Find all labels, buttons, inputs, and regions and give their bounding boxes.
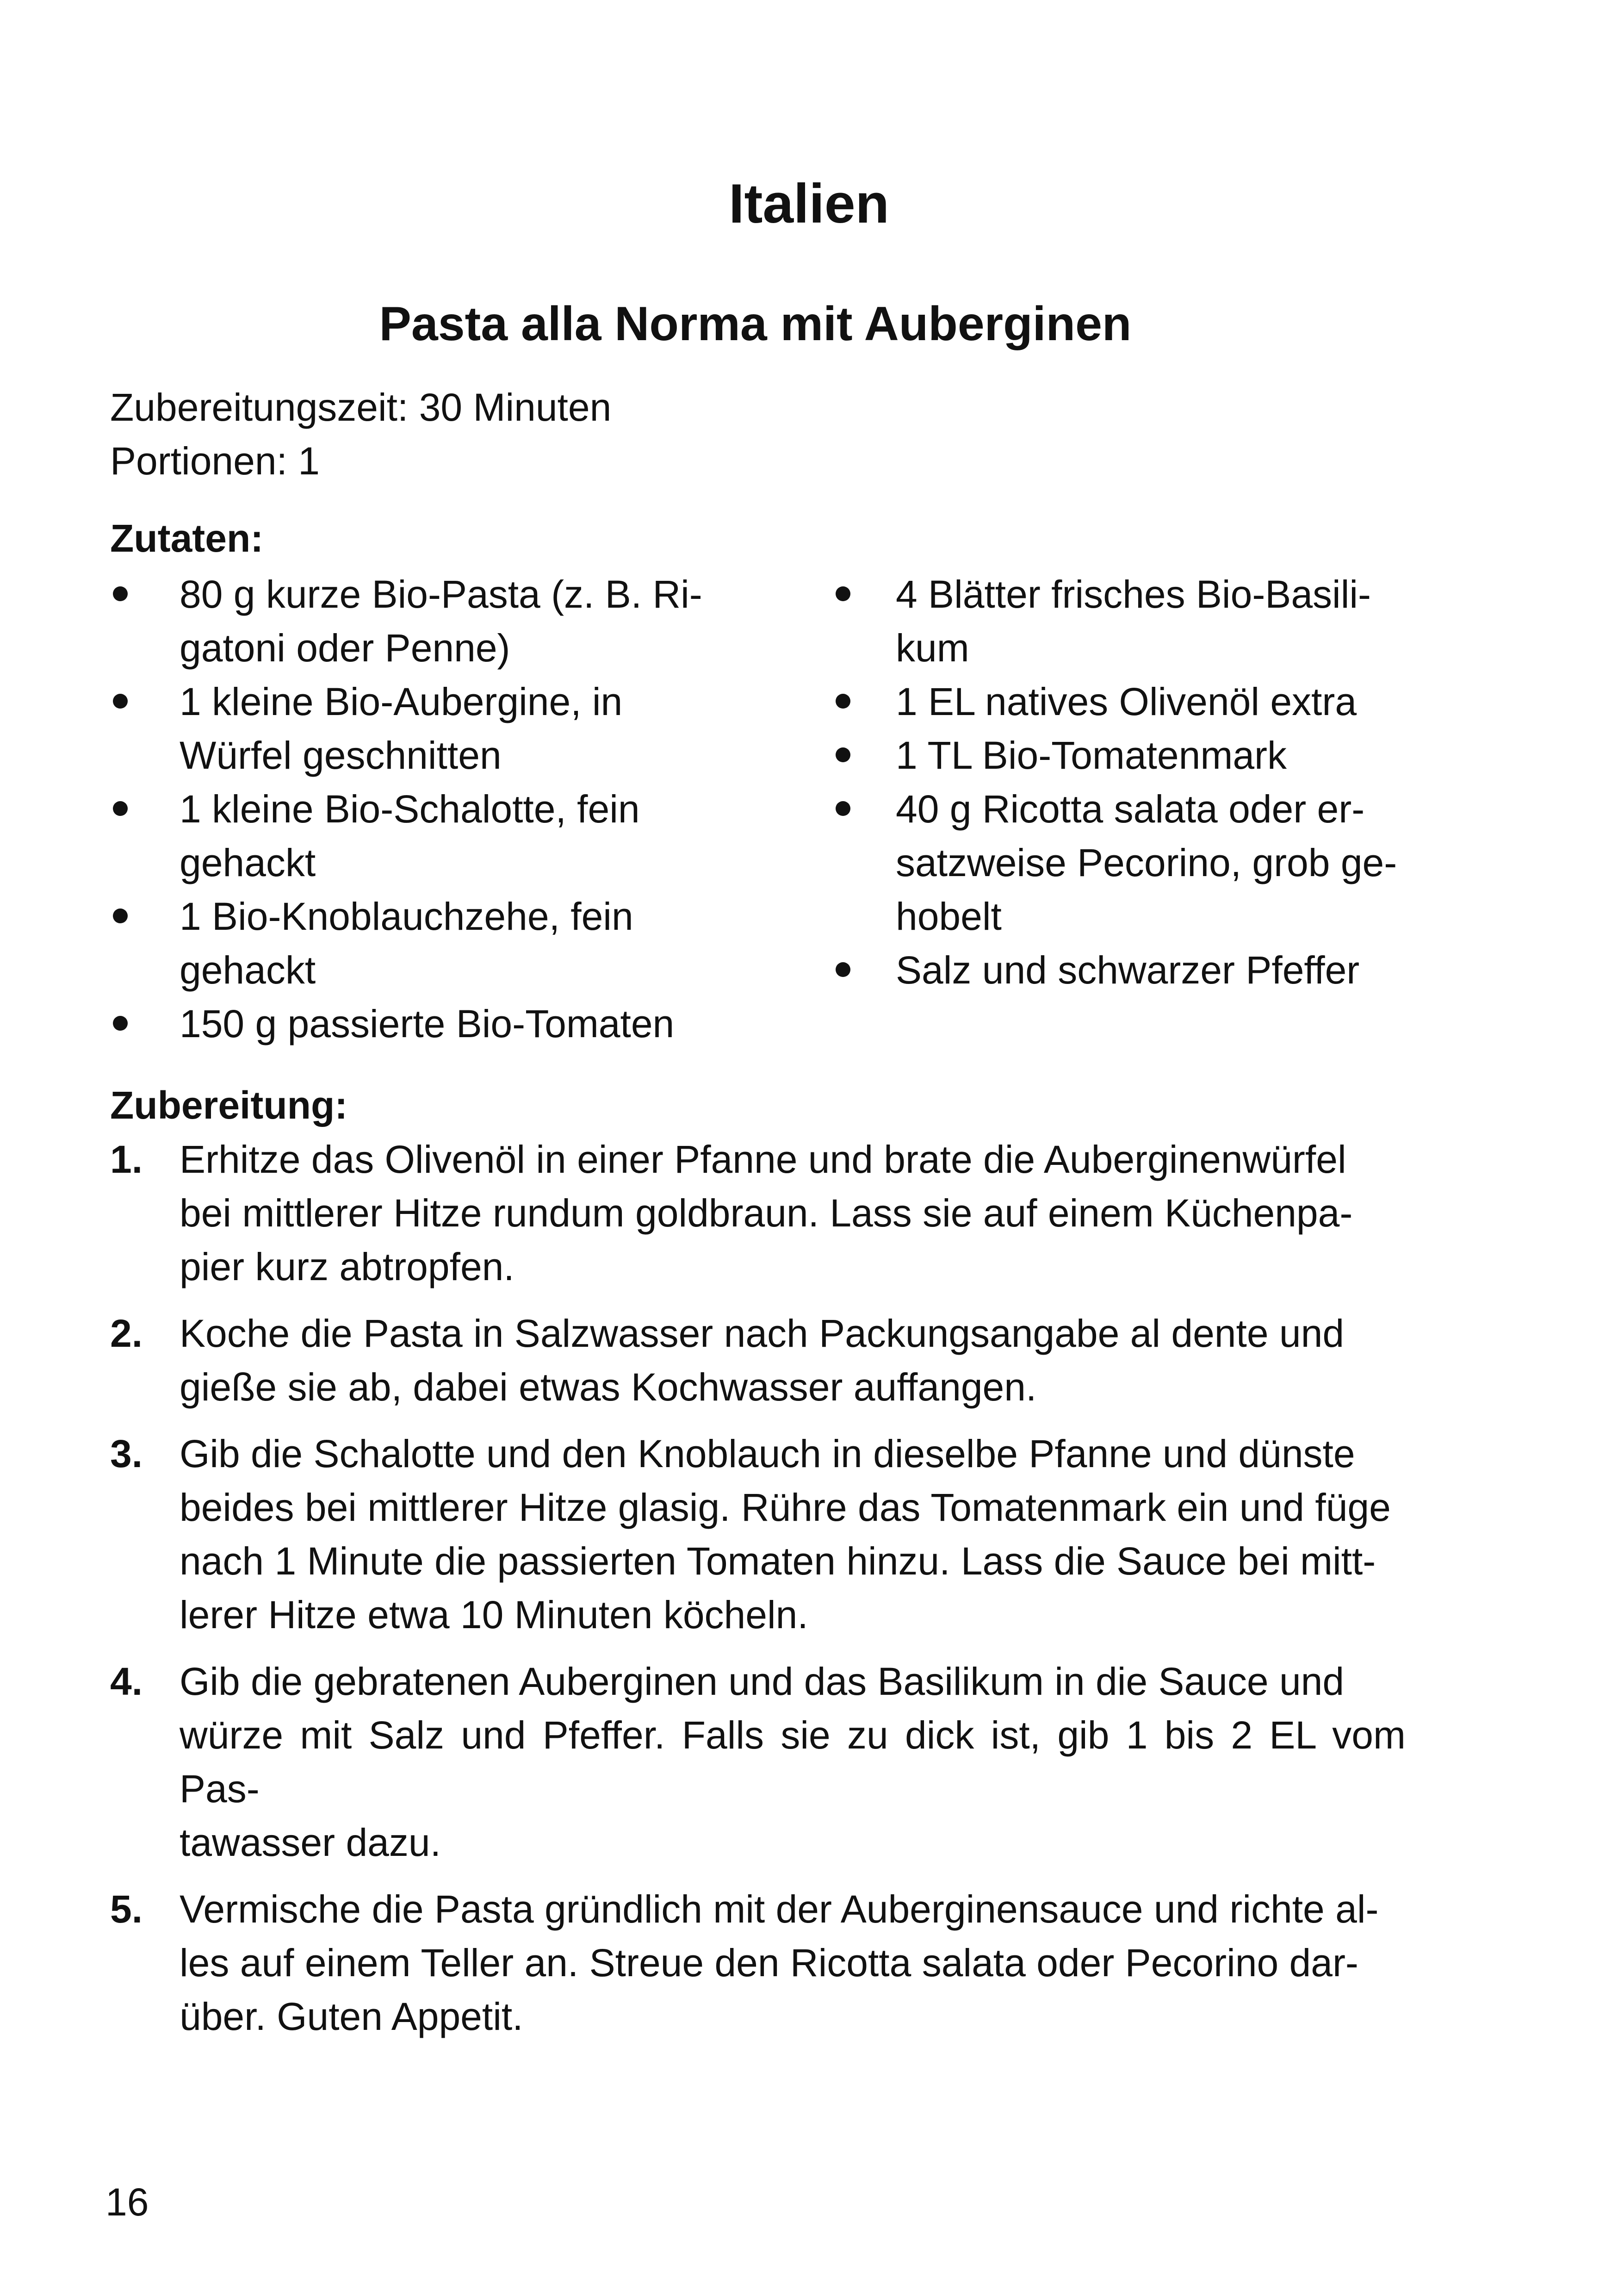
ingredients-list bbox=[110, 567, 1406, 1076]
step-text: Vermische die Pasta gründlich mit der Auberginensauce und richte al- les auf einem Teller an. Streue den Ricotta salata oder Pecorino dar- über. Guten Appetit. bbox=[180, 1887, 1379, 2038]
servings: Portionen: 1 bbox=[110, 439, 320, 483]
ingredient-text: 1 kleine Bio-Aubergine, in Würfel geschnitten bbox=[180, 680, 623, 777]
ingredient-text: 1 EL natives Olivenöl extra bbox=[896, 680, 1357, 723]
ingredient-text: 40 g Ricotta salata oder er- satzweise Pecorino, grob ge- hobelt bbox=[896, 787, 1397, 938]
ingredient-text: 1 TL Bio-Tomatenmark bbox=[896, 734, 1287, 777]
step-number: 1. bbox=[110, 1138, 143, 1181]
ingredient-text: 80 g kurze Bio-Pasta (z. B. Ri- gatoni oder Penne) bbox=[180, 572, 702, 670]
ingredient-item bbox=[110, 675, 735, 782]
ingredient-text: 1 kleine Bio-Schalotte, fein gehackt bbox=[180, 787, 640, 884]
bullet-icon bbox=[836, 694, 850, 709]
step-text: Koche die Pasta in Salzwasser nach Packungsangabe al dente und gieße sie ab, dabei etwas Kochwasser auffangen. bbox=[180, 1312, 1345, 1409]
ingredient-item bbox=[826, 943, 1405, 997]
bullet-icon bbox=[113, 908, 128, 923]
bullet-icon bbox=[113, 1016, 128, 1031]
bullet-icon bbox=[113, 586, 128, 601]
preparation-heading: Zubereitung: bbox=[110, 1083, 348, 1127]
ingredients-section-header bbox=[110, 511, 1406, 565]
bullet-icon bbox=[836, 801, 850, 816]
bullet-icon bbox=[113, 694, 128, 709]
step-text: Gib die Schalotte und den Knoblauch in dieselbe Pfanne und dünste beides bei mittlerer Hitze glasig. Rühre das Tomatenmark ein und füge nach 1 Minute die passierten Tomaten hinzu. Lass die Sauce bei mitt- lerer Hitze etwa 10 Minuten köcheln. bbox=[180, 1432, 1391, 1636]
step-text: Gib die gebratenen Auberginen und das Basilikum in die Sauce und würze mit Salz und Pfeffer. Falls sie zu dick ist, gib 1 bis 2 EL vom Pas- tawasser dazu. bbox=[180, 1660, 1406, 1864]
step-number: 3. bbox=[110, 1432, 143, 1475]
prep-time: Zubereitungszeit: 30 Minuten bbox=[110, 386, 612, 429]
step-number: 4. bbox=[110, 1660, 143, 1703]
recipe-meta bbox=[110, 380, 1406, 488]
step-item bbox=[110, 1882, 1406, 2043]
step-item bbox=[110, 1655, 1406, 1869]
step-number: 5. bbox=[110, 1887, 143, 1931]
ingredient-text: 1 Bio-Knoblauchzehe, fein gehackt bbox=[180, 895, 633, 992]
preparation-section-header bbox=[110, 1078, 1406, 1132]
step-item bbox=[110, 1132, 1406, 1294]
chapter-title: Italien bbox=[729, 173, 889, 235]
preparation-steps bbox=[110, 1132, 1406, 2056]
bullet-icon bbox=[113, 801, 128, 816]
ingredients-column-right bbox=[826, 567, 1405, 997]
ingredients-heading: Zutaten: bbox=[110, 516, 264, 560]
ingredient-text: 150 g passierte Bio-Tomaten bbox=[180, 1002, 675, 1045]
step-item bbox=[110, 1307, 1406, 1414]
ingredient-item bbox=[110, 890, 735, 997]
step-number: 2. bbox=[110, 1312, 143, 1355]
ingredient-item bbox=[826, 567, 1405, 675]
bullet-icon bbox=[836, 962, 850, 977]
ingredient-item bbox=[110, 567, 735, 675]
ingredients-column-left bbox=[110, 567, 735, 1051]
recipe-title: Pasta alla Norma mit Auberginen bbox=[379, 297, 1132, 351]
ingredient-item bbox=[826, 782, 1405, 943]
ingredient-item bbox=[110, 997, 735, 1051]
ingredient-text: 4 Blätter frisches Bio-Basili- kum bbox=[896, 572, 1371, 670]
ingredient-text: Salz und schwarzer Pfeffer bbox=[896, 948, 1360, 992]
step-text: Erhitze das Olivenöl in einer Pfanne und brate die Auberginenwürfel bei mittlerer Hitze rundum goldbraun. Lass sie auf einem Küchenpa- pier kurz abtropfen. bbox=[180, 1138, 1353, 1288]
page-number: 16 bbox=[105, 2180, 149, 2224]
step-item bbox=[110, 1427, 1406, 1642]
ingredient-item bbox=[826, 675, 1405, 728]
ingredient-item bbox=[826, 728, 1405, 782]
bullet-icon bbox=[836, 586, 850, 601]
ingredient-item bbox=[110, 782, 735, 890]
bullet-icon bbox=[836, 747, 850, 762]
